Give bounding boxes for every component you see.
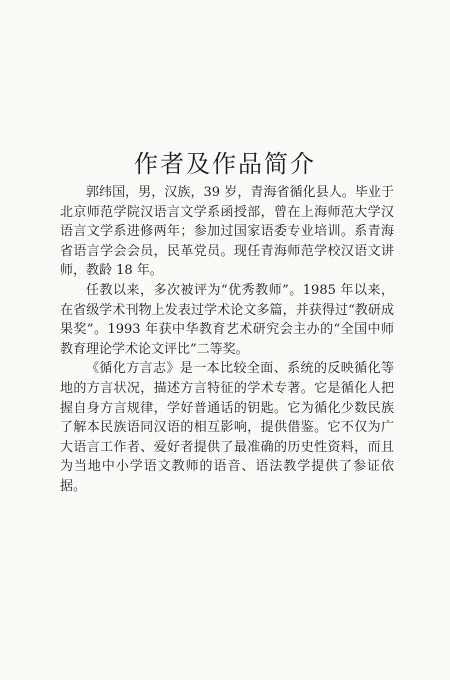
paragraph-achievements: 任教以来，多次被评为“优秀教师”。1985 年以来，在省级学术刊物上发表过学术论文多篇，并获得过“教研成果奖”。1993 年获中华教育艺术研究会主办的“全国中师教育理论学术论文评比”二等奖。 — [60, 282, 394, 357]
document-body — [60, 183, 394, 497]
paragraph-book-summary: 《循化方言志》是一本比较全面、系统的反映循化等地的方言状况，描述方言特征的学术专著。它是循化人把握自身方言规律，学好普通话的钥匙。它为循化少数民族了解本民族语同汉语的相互影响，提供借鉴。它不仅为广大语言工作者、爱好者提供了最准确的历史性资料，而且为当地中小学语文教师的语音、语法教学提供了参证依据。 — [60, 361, 394, 494]
paragraph-author-bio: 郭纬国，男，汉族，39 岁，青海省循化县人。毕业于北京师范学院汉语言文学系函授部，曾在上海师范大学汉语言文学系进修两年；参加过国家语委专业培训。系青海省语言学会会员，民革党员。现任青海师范学校汉语文讲师，教龄 18 年。 — [60, 185, 394, 279]
page-title: 作者及作品简介 — [134, 150, 316, 179]
